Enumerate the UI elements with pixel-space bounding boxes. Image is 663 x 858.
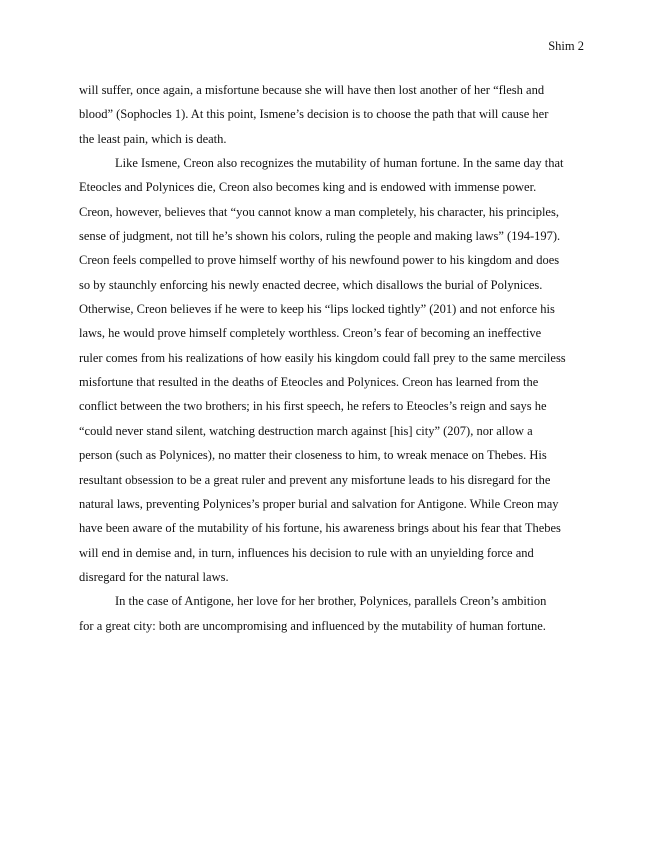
text-line-8: Creon feels compelled to prove himself worthy of his newfound power to his kingdom and does — [79, 253, 560, 268]
text-line-23: for a great city: both are uncompromising and influenced by the mutability of human fortune. — [79, 618, 546, 633]
text-line-2: blood” (Sophocles 1). At this point, Ismene’s decision is to choose the path that will cause her — [79, 107, 549, 122]
text-line-13: misfortune that resulted in the deaths of Eteocles and Polynices. Creon has learned from the — [79, 375, 539, 390]
paragraph-start-line-22: In the case of Antigone, her love for her brother, Polynices, parallels Creon’s ambition — [115, 594, 547, 609]
essay-body — [79, 78, 585, 638]
running-head: Shim 2 — [548, 39, 584, 53]
text-line-7: sense of judgment, not till he’s shown his colors, ruling the people and making laws” (194-197). — [79, 229, 561, 244]
text-line-15: “could never stand silent, watching destruction march against [his] city” (207), nor allow a — [79, 423, 533, 438]
paragraph-start-line-4: Like Ismene, Creon also recognizes the mutability of human fortune. In the same day that — [115, 156, 564, 171]
text-line-14: conflict between the two brothers; in his first speech, he refers to Eteocles’s reign and says he — [79, 399, 547, 414]
text-line-21: disregard for the natural laws. — [79, 569, 229, 584]
text-line-1: will suffer, once again, a misfortune because she will have then lost another of her “flesh and — [79, 83, 545, 97]
text-line-16: person (such as Polynices), no matter their closeness to him, to wreak menace on Thebes. His — [79, 448, 547, 463]
text-line-17: resultant obsession to be a great ruler and prevent any misfortune leads to his disregard for the — [79, 472, 551, 487]
text-line-5: Eteocles and Polynices die, Creon also becomes king and is endowed with immense power. — [79, 180, 537, 195]
text-line-19: have been aware of the mutability of his fortune, his awareness brings about his fear that Thebes — [79, 521, 561, 536]
text-line-9: so by staunchly enforcing his newly enacted decree, which disallows the burial of Polynices. — [79, 277, 543, 292]
text-line-11: laws, he would prove himself completely worthless. Creon’s fear of becoming an ineffective — [79, 326, 542, 341]
text-line-12: ruler comes from his realizations of how easily his kingdom could fall prey to the same merciless — [79, 350, 566, 365]
text-line-20: will end in demise and, in turn, influences his decision to rule with an unyielding force and — [79, 545, 534, 560]
text-line-18: natural laws, preventing Polynices’s proper burial and salvation for Antigone. While Creon may — [79, 496, 559, 511]
text-line-3: the least pain, which is death. — [79, 131, 227, 146]
text-line-10: Otherwise, Creon believes if he were to keep his “lips locked tightly” (201) and not enforce his — [79, 302, 555, 317]
text-line-6: Creon, however, believes that “you cannot know a man completely, his character, his principles, — [79, 204, 559, 219]
